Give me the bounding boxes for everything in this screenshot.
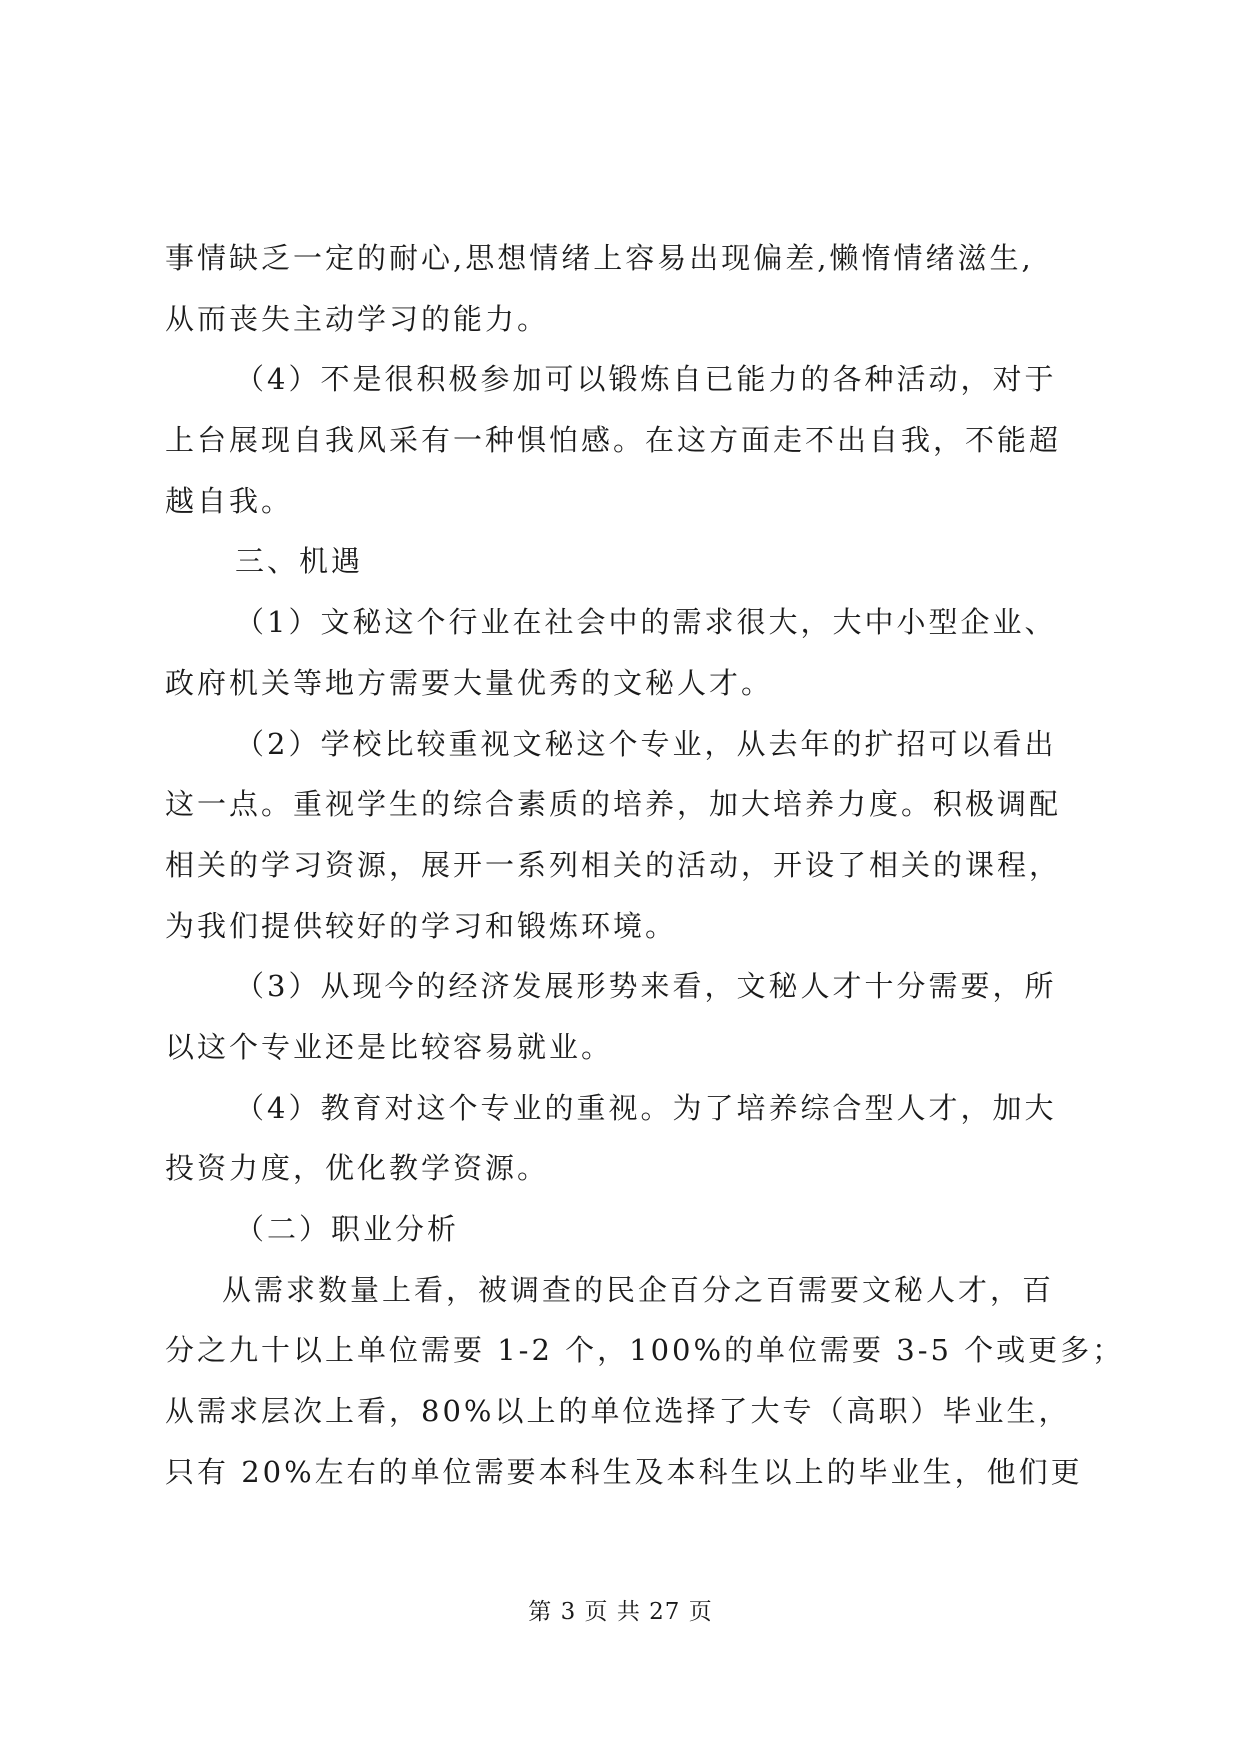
text-line: 相关的学习资源，展开一系列相关的活动，开设了相关的课程， [165, 847, 1062, 882]
text-line: 事情缺乏一定的耐心,思想情绪上容易出现偏差,懒惰情绪滋生, [165, 241, 1034, 275]
text-line: 从而丧失主动学习的能力。 [165, 301, 550, 336]
text-line: （4）不是很积极参加可以锻炼自已能力的各种活动，对于 [235, 362, 1057, 397]
body-text [165, 228, 1125, 1502]
text-line: （4）教育对这个专业的重视。为了培养综合型人才，加大 [235, 1090, 1057, 1125]
text-line: （3）从现今的经济发展形势来看，文秘人才十分需要，所 [235, 969, 1057, 1004]
text-line: （1）文秘这个行业在社会中的需求很大，大中小型企业、 [235, 605, 1057, 640]
text-line: 三、机遇 [235, 544, 364, 579]
text-line: 投资力度，优化教学资源。 [165, 1151, 550, 1186]
text-line: 分之九十以上单位需要 1-2 个，100%的单位需要 3-5 个或更多； [165, 1333, 1125, 1368]
text-line: 政府机关等地方需要大量优秀的文秘人才。 [165, 665, 774, 700]
text-line: 从需求层次上看，80%以上的单位选择了大专（高职）毕业生， [165, 1394, 1071, 1429]
text-line: 为我们提供较好的学习和锻炼环境。 [165, 908, 678, 943]
text-line: 上台展现自我风采有一种惧怕感。在这方面走不出自我，不能超 [165, 423, 1062, 458]
text-line: （2）学校比较重视文秘这个专业，从去年的扩招可以看出 [235, 726, 1057, 761]
text-line: 以这个专业还是比较容易就业。 [165, 1029, 614, 1064]
text-line: 越自我。 [165, 483, 294, 518]
text-line: 从需求数量上看，被调查的民企百分之百需要文秘人才，百 [222, 1272, 1055, 1307]
page-footer: 第 3 页 共 27 页 [528, 1599, 713, 1625]
text-line: 这一点。重视学生的综合素质的培养，加大培养力度。积极调配 [165, 787, 1062, 822]
text-line: 只有 20%左右的单位需要本科生及本科生以上的毕业生，他们更 [165, 1454, 1083, 1489]
text-line: （二）职业分析 [235, 1212, 460, 1246]
